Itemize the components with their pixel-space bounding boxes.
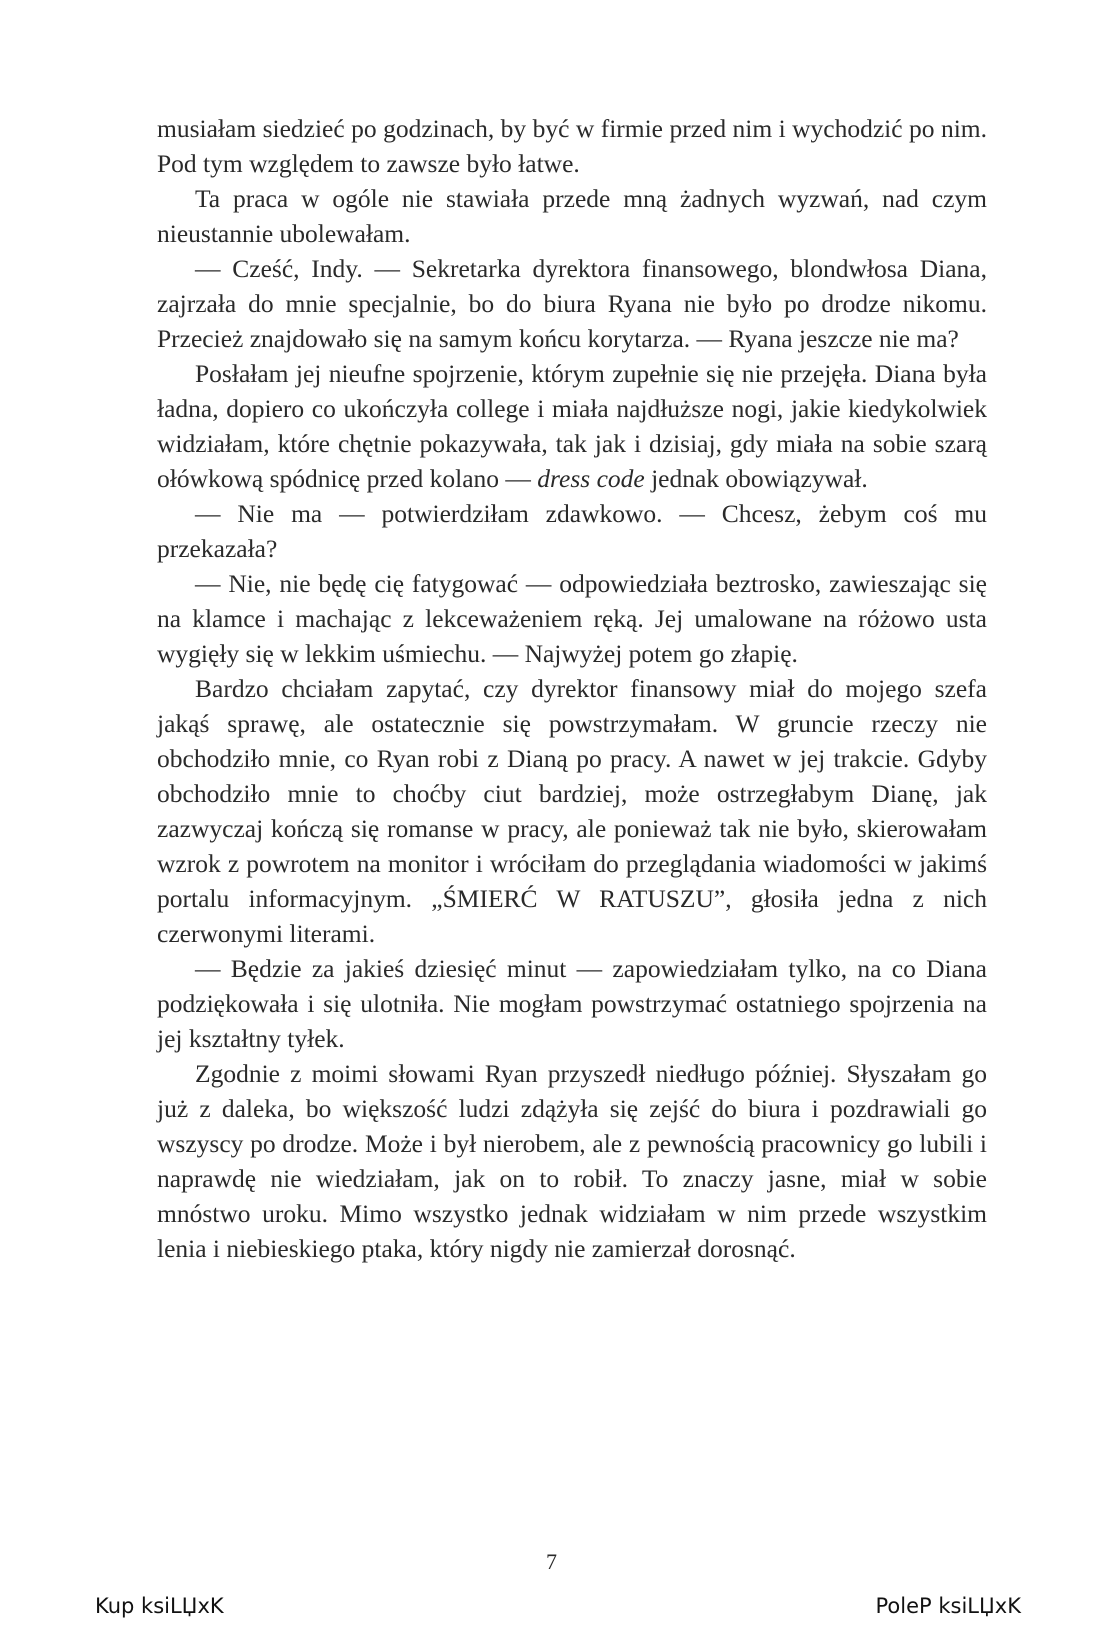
paragraph: — Cześć, Indy. — Sekretarka dyrektora finansowego, blondwłosa Diana, zajrzała do mnie specjalnie, bo do biura Ryana nie było po drodze nikomu. Przecież znajdowało się na samym końcu korytarza. — Ryana jeszcze nie ma?: [157, 254, 987, 353]
italic-phrase: dress code: [537, 464, 645, 493]
body-text: [157, 111, 987, 1266]
paragraph: Ta praca w ogóle nie stawiała przede mną żadnych wyzwań, nad czym nieustannie ubolewałam.: [157, 184, 987, 248]
paragraph: Bardzo chciałam zapytać, czy dyrektor finansowy miał do mojego szefa jakąś sprawę, ale ostatecznie się powstrzymałam. W gruncie rzeczy nie obchodziło mnie, co Ryan robi z Dianą po pracy. A nawet w jej trakcie. Gdyby obchodziło mnie to choćby ciut bardziej, może ostrzegłabym Dianę, jak zazwyczaj kończą się romanse w pracy, ale ponieważ tak nie było, skierowałam wzrok z powrotem na monitor i wróciłam do przeglądania wiadomości w jakimś portalu informacyjnym. „ŚMIERĆ W RATUSZU”, głosiła jedna z nich czerwonymi literami.: [157, 674, 987, 948]
paragraph: [157, 356, 987, 496]
paragraph: Zgodnie z moimi słowami Ryan przyszedł niedługo później. Słyszałam go już z daleka, bo większość ludzi zdążyła się zejść do biura i pozdrawiali go wszyscy po drodze. Może i był nierobem, ale z pewnością pracownicy go lubili i naprawdę nie wiedziałam, jak on to robił. To znaczy jasne, miał w sobie mnóstwo uroku. Mimo wszystko jednak widziałam w nim przede wszystkim lenia i niebieskiego ptaka, który nigdy nie zamierzał dorosnąć.: [157, 1059, 987, 1263]
paragraph: — Będzie za jakieś dziesięć minut — zapowiedziałam tylko, na co Diana podziękowała i się ulotniła. Nie mogłam powstrzymać ostatniego spojrzenia na jej kształtny tyłek.: [157, 954, 987, 1053]
paragraph: — Nie, nie będę cię fatygować — odpowiedziała beztrosko, zawieszając się na klamce i machając z lekceważeniem ręką. Jej umalowane na różowo usta wygięły się w lekkim uśmiechu. — Najwyżej potem go złapię.: [157, 569, 987, 668]
paragraph: — Nie ma — potwierdziłam zdawkowo. — Chcesz, żebym coś mu przekazała?: [157, 499, 987, 563]
paragraph-text: Posłałam jej nieufne spojrzenie, którym zupełnie się nie przejęła. Diana była ładna, dopiero co ukończyła college i miała najdłuższe nogi, jakie kiedykolwiek widziałam, które chętnie pokazywała, tak jak i dzisiaj, gdy miała na sobie szarą ołówkową spódnicę przed kolano —: [157, 359, 987, 493]
paragraph-text: jednak obowiązywał.: [644, 464, 868, 493]
recommend-book-link[interactable]: PoleP ksiLЏxK: [875, 1594, 1021, 1618]
buy-book-link[interactable]: Kup ksiLЏxK: [95, 1594, 224, 1618]
paragraph: musiałam siedzieć po godzinach, by być w firmie przed nim i wychodzić po nim. Pod tym względem to zawsze było łatwe.: [157, 114, 987, 178]
page-number: 7: [546, 1549, 557, 1574]
